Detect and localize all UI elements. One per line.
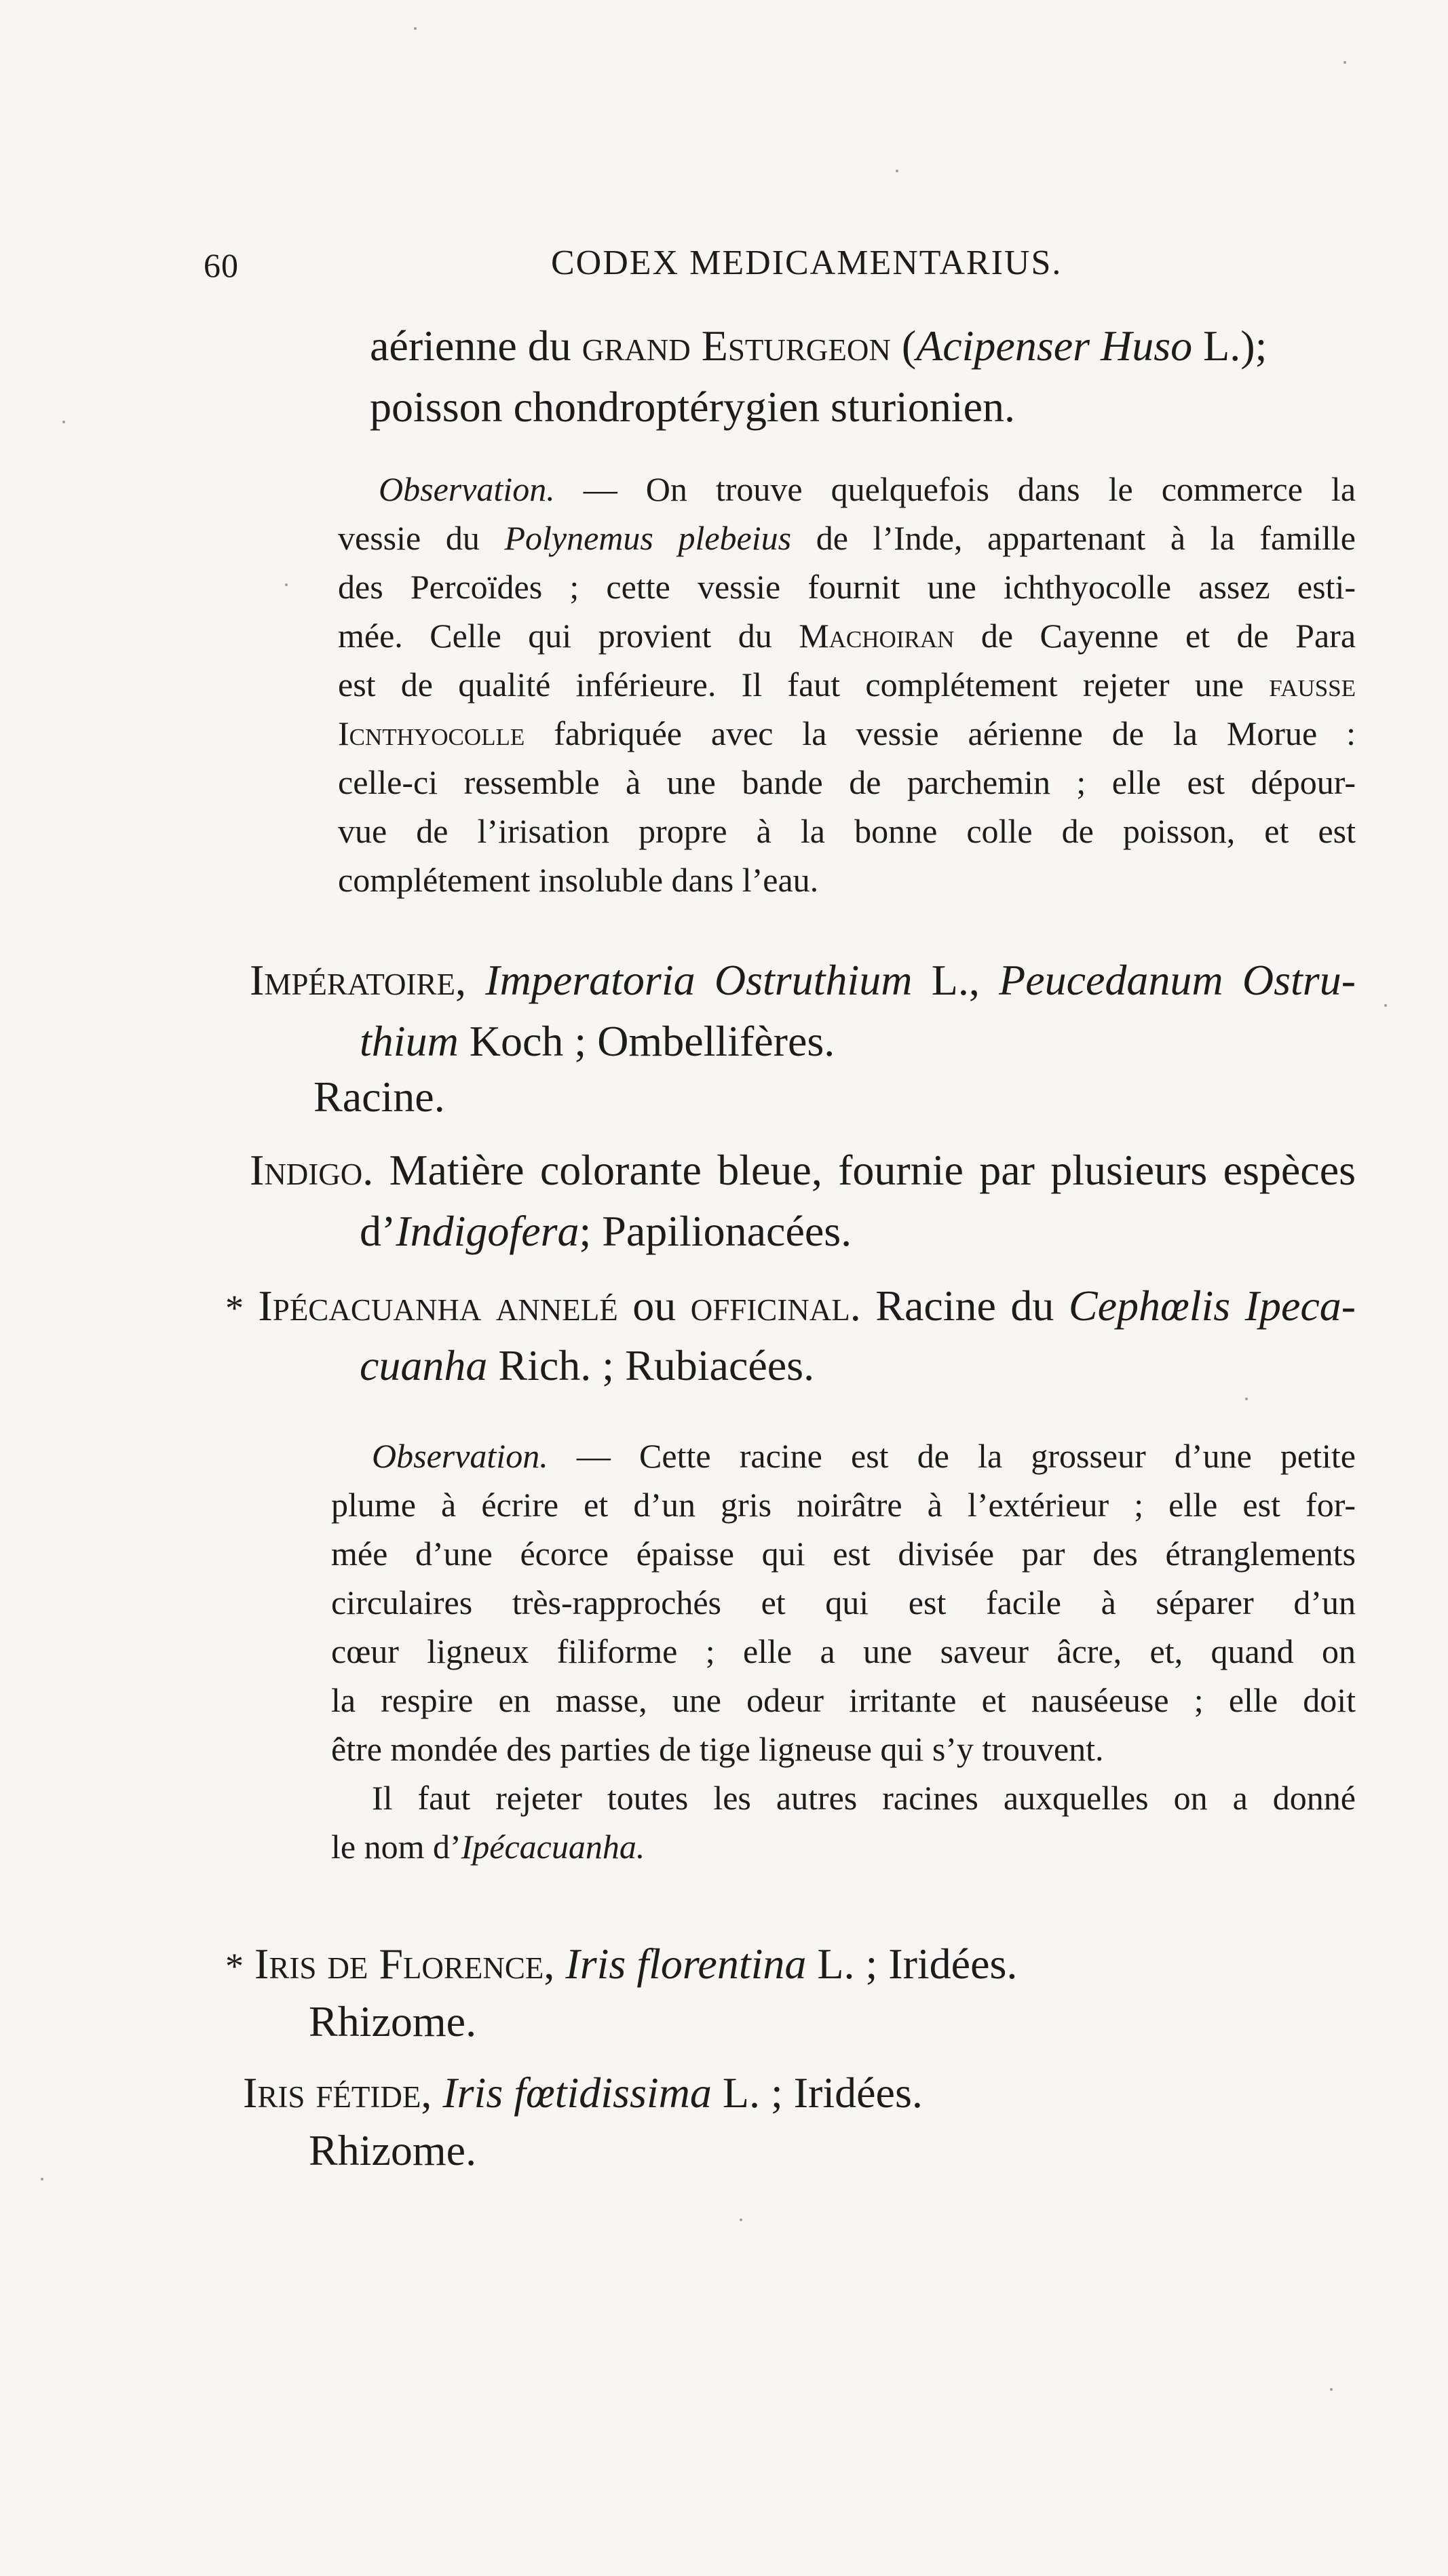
entry-esturgeon-line2: poisson chondroptérygien sturionien. xyxy=(370,383,1015,431)
running-title: CODEX MEDICAMENTARIUS. xyxy=(551,244,1063,282)
entry-iris-fetide-line1: Iris fétide, Iris fœtidissima L. ; Iridées. xyxy=(243,2069,923,2117)
paper-speck xyxy=(62,421,65,423)
entry-iris-florence-line1: * Iris de Florence, Iris florentina L. ; Iridées. xyxy=(225,1940,1018,1988)
asterisk-mark: * xyxy=(225,1288,244,1328)
paper-speck xyxy=(41,2178,43,2180)
entry-ipeca-line2: cuanha Rich. ; Rubiacées. xyxy=(360,1341,815,1389)
observation-label: Observation. xyxy=(372,1437,548,1475)
entry-iris-fetide-part: Rhizome. xyxy=(309,2126,477,2174)
entry-ipeca-line1: * Ipécacuanha annelé ou officinal. Racine du Cephœlis Ipeca- xyxy=(225,1282,1356,1330)
entry-iris-florence-part: Rhizome. xyxy=(309,1997,477,2045)
paper-speck xyxy=(1384,1004,1387,1007)
paper-speck xyxy=(1330,2388,1333,2391)
entry-esturgeon-line1: aérienne du grand Esturgeon (Acipenser Huso L.); xyxy=(370,322,1268,370)
paper-speck xyxy=(285,583,288,586)
entry-indigo-line2: d’Indigofera; Papilionacées. xyxy=(360,1207,852,1255)
observation-label: Observation. xyxy=(379,470,555,508)
entry-imperatoire-line1: Impératoire, Imperatoria Ostruthium L., Peucedanum Ostru- xyxy=(250,956,1356,1004)
page-number: 60 xyxy=(204,246,239,284)
observation-esturgeon: Observation. — On trouve quelquefois dans le commerce la vessie du Polynemus plebeius de l’Inde, appartenant à la famille des Percoïdes ; cette vessie fournit une ichthyocolle assez esti- mée. Celle qui provient du Machoiran de Cayenne et de Para est de qualité inférieure. Il faut complétement rejeter une fausse Icnthyocolle fabriquée avec la vessie aérienne de la Morue : celle-ci ressemble à une bande de parchemin ; elle est dépour- vue de l’irisation propre à la bonne colle de poisson, et est complétement insoluble dans l’eau. xyxy=(338,470,1356,899)
asterisk-mark: * xyxy=(225,1946,244,1986)
paper-speck xyxy=(1344,61,1346,64)
entry-imperatoire-part: Racine. xyxy=(313,1073,445,1121)
entry-indigo-line1: Indigo. Matière colorante bleue, fournie par plusieurs espèces xyxy=(250,1146,1356,1194)
paper-speck xyxy=(1245,1398,1248,1400)
paper-speck xyxy=(740,2218,742,2221)
entry-imperatoire-line2: thium Koch ; Ombellifères. xyxy=(360,1017,835,1065)
observation-ipeca: Observation. — Cette racine est de la grosseur d’une petite plume à écrire et d’un gris noirâtre à l’extérieur ; elle est for- mée d’une écorce épaisse qui est divisée par des étranglements circulaires très-rapprochés et qui est facile à séparer d’un cœur ligneux filiforme ; elle a une saveur âcre, et, quand on la respire en masse, une odeur irritante et nauséeuse ; elle doit être mondée des parties de tige ligneuse qui s’y trouvent. Il faut rejeter toutes les autres racines auxquelles on a donné le nom d’Ipécacuanha. xyxy=(331,1437,1356,1866)
paper-speck xyxy=(414,27,417,30)
paper-speck xyxy=(896,170,898,172)
